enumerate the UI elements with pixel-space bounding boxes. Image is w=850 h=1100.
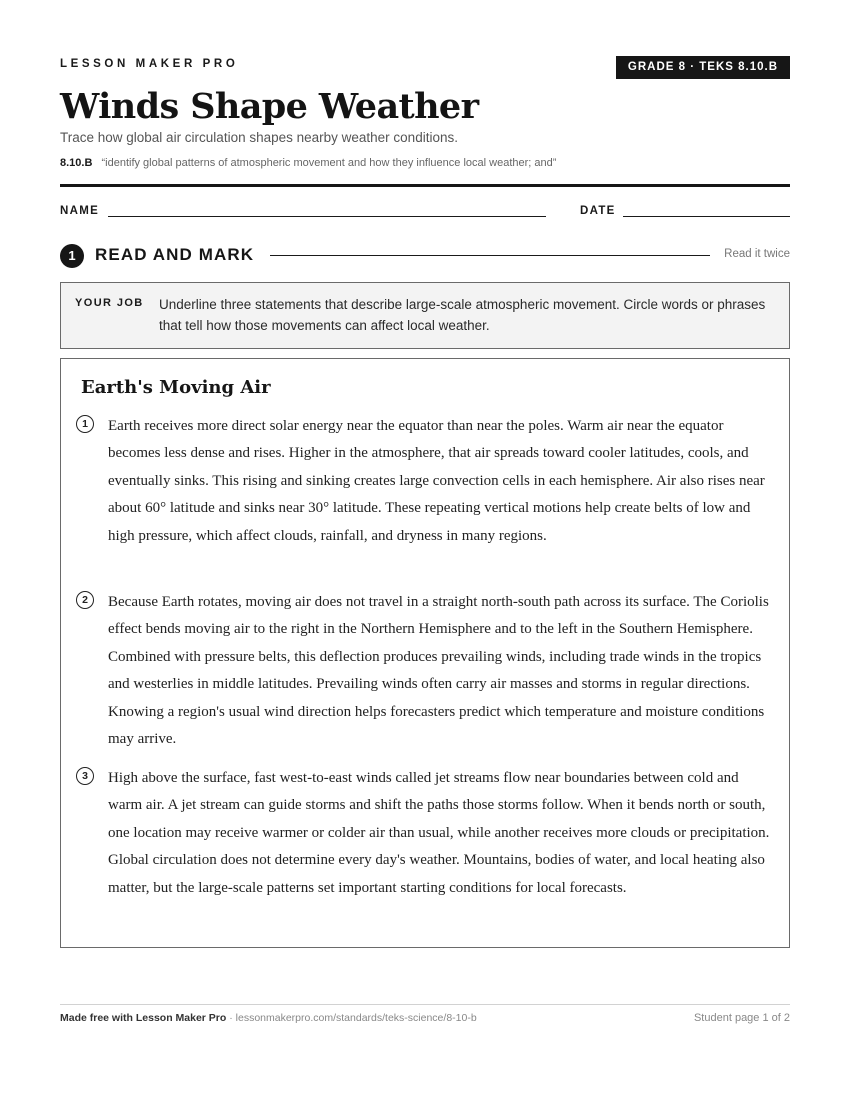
- reading-title: Earth's Moving Air: [81, 377, 271, 398]
- name-field[interactable]: [108, 216, 546, 217]
- section-rule: [270, 255, 710, 256]
- paragraph-1: Earth receives more direct solar energy near the equator than near the poles. Warm air near the equator becomes less dense and rises. Higher in the atmosphere, that air spreads toward cooler latitudes, cools, and eventually sinks. This rising and sinking creates large convection cells in each hemisphere. Air also rises near about 60° latitude and sinks near 30° latitude. These repeating vertical motions help create belts of low and high pressure, which affect clouds, rainfall, and dryness in many regions.: [108, 418, 765, 544]
- page-title: Winds Shape Weather: [60, 86, 479, 127]
- footer-made-with: Made free with Lesson Maker Pro: [60, 1012, 227, 1024]
- your-job-box: [60, 282, 790, 349]
- page-subtitle: Trace how global air circulation shapes nearby weather conditions.: [60, 130, 458, 145]
- date-field[interactable]: [623, 216, 790, 217]
- footer-page-number: Student page 1 of 2: [693, 1012, 790, 1024]
- footer-credit: [60, 1012, 477, 1024]
- standard-code: 8.10.B: [60, 157, 93, 169]
- paragraph-2: Because Earth rotates, moving air does not travel in a straight north-south path across its surface. The Coriolis effect bends moving air to the right in the Northern Hemisphere and to the left in the Southern Hemisphere. Combined with pressure belts, this deflection produces prevailing winds, including trade winds in the tropics and westerlies in middle latitudes. Prevailing winds often carry air masses and storms in regular directions. Knowing a region's usual wind direction helps forecasters predict which temperature and moisture conditions may arrive.: [108, 594, 769, 748]
- footer-url: · lessonmakerpro.com/standards/teks-science/8-10-b: [226, 1012, 477, 1024]
- standard-text: “identify global patterns of atmospheric movement and how they influence local weather; and”: [101, 157, 557, 169]
- reading-passage: [60, 358, 790, 948]
- your-job-label: YOUR JOB: [75, 297, 144, 309]
- paragraph-number-2: 2: [76, 591, 94, 609]
- footer-divider: [60, 1004, 790, 1005]
- header-divider: [60, 184, 790, 187]
- top-bar: [60, 56, 790, 80]
- date-label: DATE: [580, 205, 616, 217]
- brand-name: LESSON MAKER PRO: [60, 58, 239, 70]
- section-title: READ AND MARK: [95, 245, 255, 264]
- section-hint: Read it twice: [724, 248, 790, 260]
- standard-line: [60, 157, 556, 169]
- name-label: NAME: [60, 205, 100, 217]
- grade-badge: GRADE 8 · TEKS 8.10.B: [616, 56, 790, 79]
- paragraph-number-1: 1: [76, 415, 94, 433]
- paragraph-number-3: 3: [76, 767, 94, 785]
- section-number-badge: 1: [60, 244, 84, 268]
- section-header: [60, 243, 790, 269]
- your-job-text: Underline three statements that describe large-scale atmospheric movement. Circle words or phrases that tell how those movements can affect local weather.: [159, 297, 766, 333]
- worksheet-page: [60, 0, 790, 1100]
- paragraph-3: High above the surface, fast west-to-east winds called jet streams flow near boundaries between cold and warm air. A jet stream can guide storms and shift the paths those storms follow. When it bends north or south, one location may receive warmer or colder air than usual, while another receives more clouds or precipitation. Global circulation does not determine every day's weather. Mountains, bodies of water, and local heating also matter, but the large-scale patterns set important starting conditions for local forecasts.: [108, 770, 770, 896]
